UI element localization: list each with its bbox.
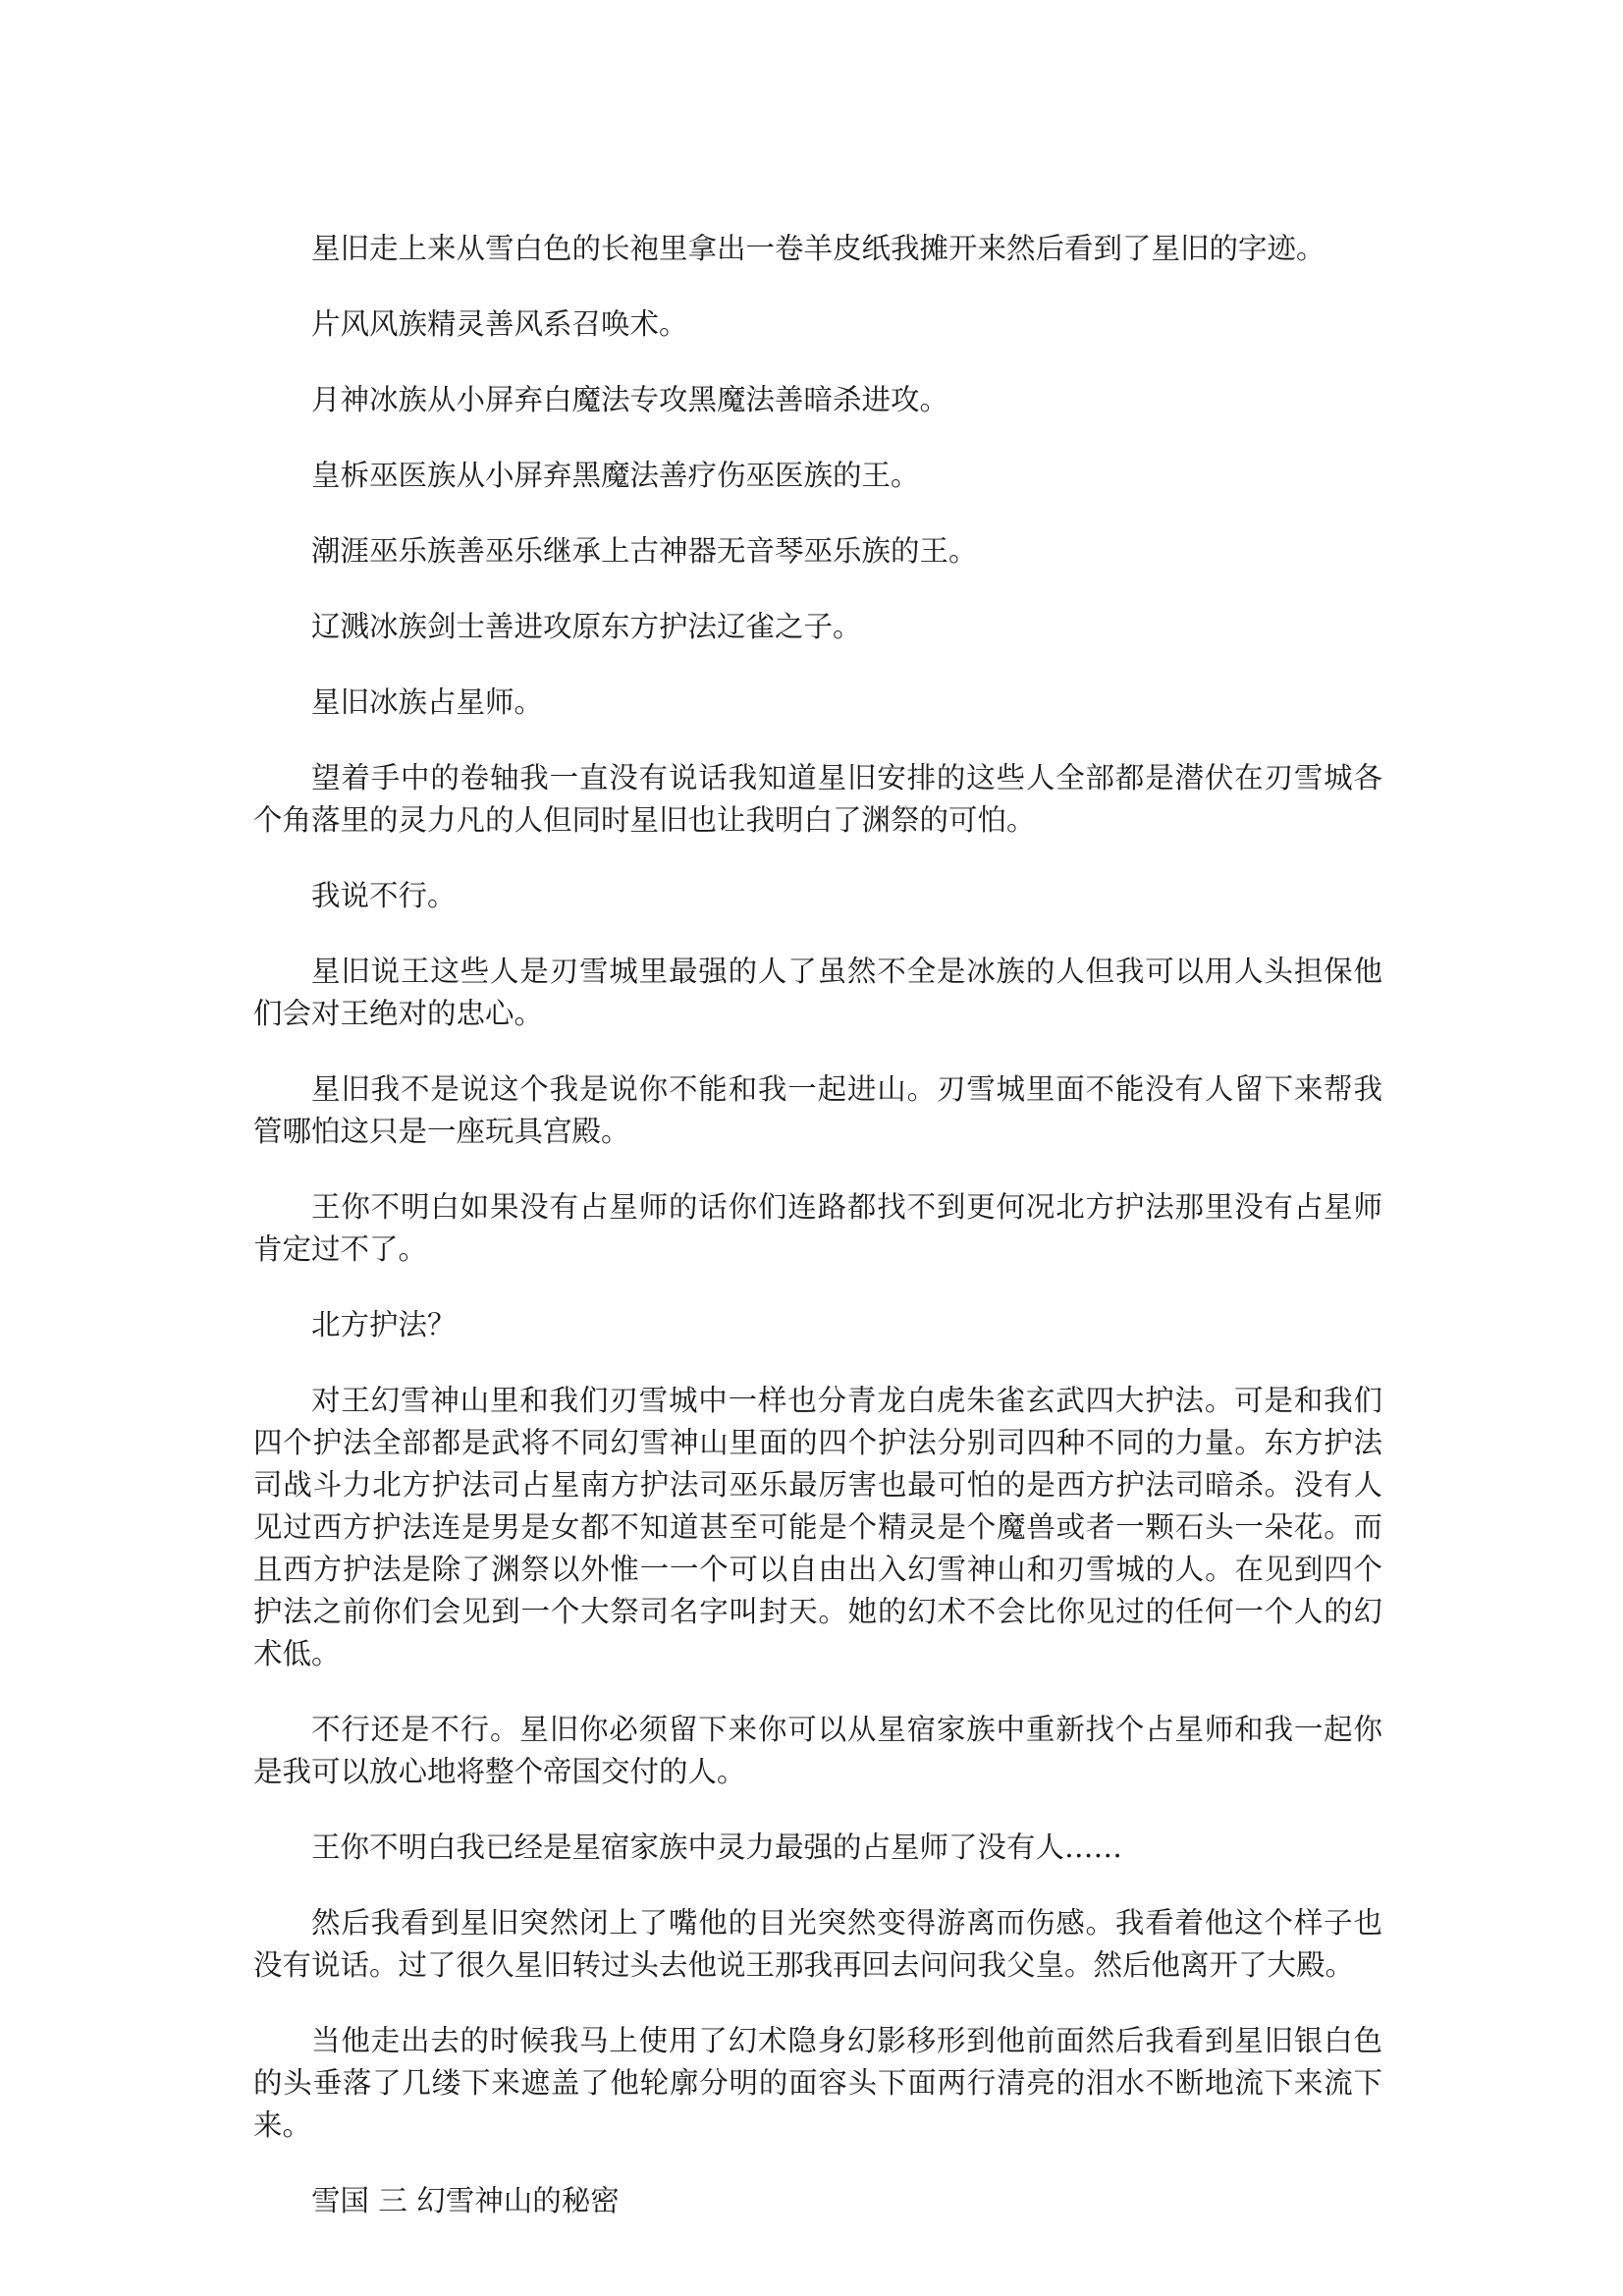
paragraph: 对王幻雪神山里和我们刃雪城中一样也分青龙白虎朱雀玄武四大护法。可是和我们四个护法全部都是武将不同幻雪神山里面的四个护法分别司四种不同的力量。东方护法司战斗力北方护法司占星南方护法司巫乐最厉害也最可怕的是西方护法司暗杀。没有人见过西方护法连是男是女都不知道甚至可能是个精灵是个魔兽或者一颗石头一朵花。而且西方护法是除了渊祭以外惟一一个可以自由出入幻雪神山和刃雪城的人。在见到四个护法之前你们会见到一个大祭司名字叫封天。她的幻术不会比你见过的任何一个人的幻术低。 [253, 1384, 1382, 1670]
paragraph: 辽溅冰族剑士善进攻原东方护法辽雀之子。 [311, 610, 862, 643]
paragraph: 当他走出去的时候我马上使用了幻术隐身幻影移形到他前面然后我看到星旧银白色的头垂落了几缕下来遮盖了他轮廓分明的面容头下面两行清亮的泪水不断地流下来流下来。 [253, 2024, 1382, 2142]
paragraph: 月神冰族从小屏弃白魔法专攻黑魔法善暗杀进攻。 [311, 383, 949, 416]
paragraph: 王你不明白如果没有占星师的话你们连路都找不到更何况北方护法那里没有占星师肯定过不了。 [253, 1190, 1382, 1266]
paragraph: 北方护法？ [311, 1308, 457, 1341]
paragraph: 星旧我不是说这个我是说你不能和我一起进山。刃雪城里面不能没有人留下来帮我管哪怕这只是一座玩具宫殿。 [253, 1072, 1382, 1148]
paragraph: 星旧冰族占星师。 [311, 685, 544, 719]
paragraph: 我说不行。 [311, 879, 457, 912]
paragraph: 星旧说王这些人是刃雪城里最强的人了虽然不全是冰族的人但我可以用人头担保他们会对王绝对的忠心。 [253, 955, 1382, 1030]
paragraph: 皇柝巫医族从小屏弃黑魔法善疗伤巫医族的王。 [311, 459, 920, 492]
paragraph: 望着手中的卷轴我一直没有说话我知道星旧安排的这些人全部都是潜伏在刃雪城各个角落里的灵力凡的人但同时星旧也让我明白了渊祭的可怕。 [253, 761, 1382, 837]
paragraph: 潮涯巫乐族善巫乐继承上古神器无音琴巫乐族的王。 [311, 534, 978, 568]
paragraph: 然后我看到星旧突然闭上了嘴他的目光突然变得游离而伤感。我看着他这个样子也没有说话。过了很久星旧转过头去他说王那我再回去问问我父皇。然后他离开了大殿。 [253, 1906, 1382, 1982]
document-body [253, 228, 1382, 2222]
chapter-heading: 雪国 三 幻雪神山的秘密 [311, 2184, 620, 2217]
paragraph: 不行还是不行。星旧你必须留下来你可以从星宿家族中重新找个占星师和我一起你是我可以放心地将整个帝国交付的人。 [253, 1713, 1382, 1788]
paragraph: 星旧走上来从雪白色的长袍里拿出一卷羊皮纸我摊开来然后看到了星旧的字迹。 [311, 232, 1325, 265]
paragraph: 王你不明白我已经是星宿家族中灵力最强的占星师了没有人…… [311, 1831, 1123, 1864]
paragraph: 片风风族精灵善风系召唤术。 [311, 307, 688, 341]
